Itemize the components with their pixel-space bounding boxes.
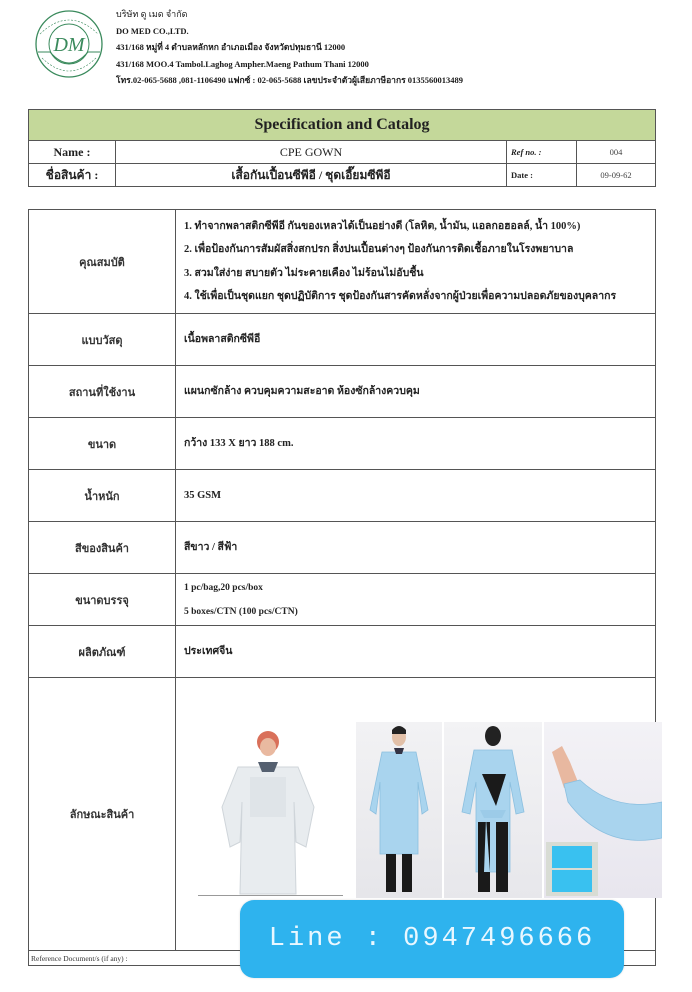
spec-label: ขนาดบรรจุ [29,574,176,625]
product-photos [188,722,648,898]
spec-value [176,522,655,573]
property-line: 1. ทำจากพลาสติกซีพีอี กันของเหลวได้เป็นอย่างดี (โลหิต, น้ำมัน, แอลกอฮอลล์, น้ำ 100%) [184,220,581,232]
spec-value-text: 35 GSM [184,489,222,501]
spec-row-packaging [29,574,655,626]
spec-value [176,366,655,417]
catalog-title: Specification and Catalog [29,110,655,141]
name-label-th: ชื่อสินค้า : [29,164,116,186]
spec-value [176,626,655,677]
spec-row-size [29,418,655,470]
name-value-th: เสื้อกันเปื้อนซีพีอี / ชุดเอี๊ยมซีพีอี [116,164,507,186]
spec-label: ลักษณะสินค้า [29,678,176,950]
spec-value [176,418,655,469]
company-name-th: บริษัท ดู เมด จำกัด [116,9,188,19]
reference-documents-label: Reference Document/s (if any) : [31,953,128,963]
white-gown-illustration [188,722,346,898]
spec-row-weight [29,470,655,522]
spec-value-text: เนื้อพลาสติกซีพีอี [184,333,261,345]
company-address-th: 431/168 หมู่ที่ 4 ตำบลหลักหก อำเภอเมือง จังหวัดปทุมธานี 12000 [116,42,346,52]
white-gown-front-photo [188,722,346,898]
spec-value-text: ประเทศจีน [184,645,233,657]
spec-label: สีของสินค้า [29,522,176,573]
blue-gown-front-illustration [356,722,442,898]
spec-label: สถานที่ใช้งาน [29,366,176,417]
blue-gown-back-photo [444,722,542,898]
property-line: 3. สวมใส่ง่าย สบายตัว ไม่ระคายเคือง ไม่ร้อนไม่อับชื้น [184,267,424,279]
company-info [116,6,463,89]
property-line: 4. ใช้เพื่อเป็นชุดแยก ชุดปฏิบัติการ ชุดป้องกันสารคัดหลั่งจากผู้ป่วยเพื่อความปลอดภัยของบุคลากร [184,291,617,302]
spec-row-color [29,522,655,574]
spec-value-text: 1 pc/bag,20 pcs/box [184,582,263,593]
name-en-row [29,141,655,164]
spec-value-text: กว้าง 133 X ยาว 188 cm. [184,437,294,449]
spec-label: น้ำหนัก [29,470,176,521]
date-value: 09-09-62 [600,170,632,180]
sleeve-package-illustration [544,722,662,898]
spec-value [176,314,655,365]
blue-gown-back-illustration [444,722,542,898]
spec-label: ขนาด [29,418,176,469]
property-line: 2. เพื่อป้องกันการสัมผัสสิ่งสกปรก สิ่งปนเปื้อนต่างๆ ป้องกันการติดเชื้อภายในโรงพยาบาล [184,244,574,255]
date-label: Date : [507,164,577,186]
name-value-en: CPE GOWN [116,141,507,163]
spec-label: ผลิตภัณฑ์ [29,626,176,677]
spec-value [176,470,655,521]
ref-label: Ref no. : [507,141,577,163]
spec-value-text: สีขาว / สีฟ้า [184,541,238,553]
spec-table [28,209,656,966]
spec-row-material [29,314,655,366]
company-contact: โทร.02-065-5688 ,081-1106490 แฟกซ์ : 02-065-5688 เลขประจำตัวผู้เสียภาษีอากร 0135560013489 [116,75,464,85]
blue-gown-front-photo [356,722,442,898]
spec-row-usage-location [29,366,655,418]
gown-sleeve-and-package-photo [544,722,662,898]
spec-label: แบบวัสดุ [29,314,176,365]
svg-text:DM: DM [53,34,85,56]
spec-value-text: แผนกซักล้าง ควบคุมความสะอาด ห้องซักล้างควบคุม [184,385,420,397]
company-address-en: 431/168 MOO.4 Tambol.Laghog Ampher.Maeng Pathum Thani 12000 [116,58,369,69]
catalog-header-table [28,109,656,187]
spec-label: คุณสมบัติ [29,210,176,313]
name-label-en: Name : [29,141,116,163]
company-logo [30,8,108,80]
line-contact-badge: Line : 0947496666 [240,900,624,978]
spec-row-properties [29,210,655,314]
spec-row-origin [29,626,655,678]
spec-value [176,574,655,625]
spec-value [176,210,655,313]
spec-value-text: 5 boxes/CTN (100 pcs/CTN) [184,606,298,617]
ref-value: 004 [609,147,623,157]
name-th-row [29,164,655,186]
company-name-en: DO MED CO.,LTD. [116,25,189,36]
